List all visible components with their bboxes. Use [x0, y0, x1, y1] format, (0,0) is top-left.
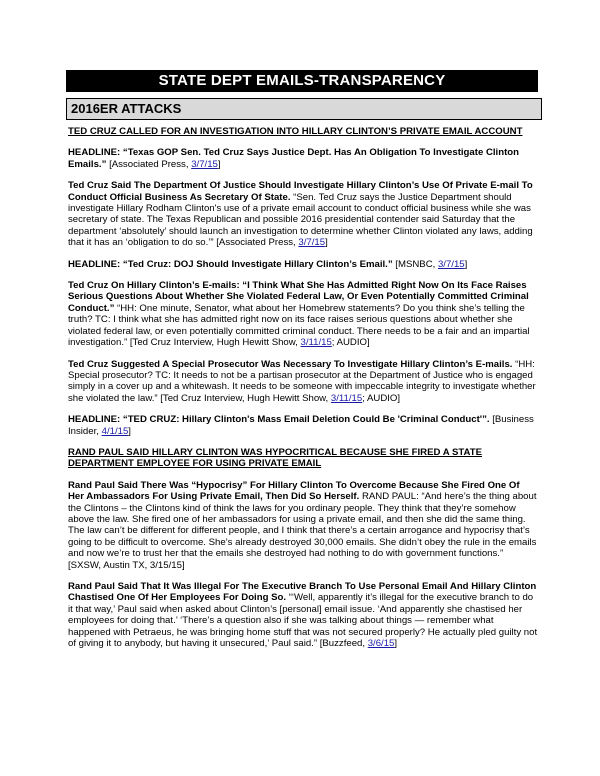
paragraph [68, 147, 538, 170]
paragraph-text: [Business Insider, [68, 414, 534, 437]
paragraph-text: “HH: One minute, Senator, what about her Homebrew statements? Do you think she’s telling the truth? TC: I think what she has admitted right now on its face raises serious questions about whether she violated federal law, or even potentially committed criminal conduct. There needs to be a fair and an impartial investigation.” [Ted Cruz Interview, Hugh Hewitt Show, [68, 302, 530, 349]
source-date-link[interactable]: 3/7/15 [298, 237, 326, 249]
citation-tail: ] [464, 258, 468, 270]
subsection-heading: TED CRUZ CALLED FOR AN INVESTIGATION INTO HILLARY CLINTON’S PRIVATE EMAIL ACCOUNT [68, 126, 523, 137]
citation-tail: ; AUDIO] [331, 337, 370, 349]
page-banner: STATE DEPT EMAILS-TRANSPARENCY [66, 70, 538, 92]
citation-tail: ] [394, 638, 398, 650]
source-date-link[interactable]: 3/11/15 [330, 392, 363, 404]
paragraph-text: “HH: Special prosecutor? TC: It needs to not be a partisan prosecutor at the Department of Justice who is engaged simply in a cover up and a whitewash. It needs to be someone with impeccable integrity to investigate whether she violated the law.” [Ted Cruz Interview, Hugh Hewitt Show, [68, 358, 536, 404]
paragraph-text: [Associated Press, [106, 158, 192, 170]
source-date-link[interactable]: 3/6/15 [367, 638, 395, 650]
source-date-link[interactable]: 4/1/15 [101, 425, 129, 437]
paragraph [68, 359, 538, 405]
source-date-link[interactable]: 3/7/15 [191, 158, 218, 170]
document-body [68, 126, 538, 659]
citation-tail: ] [128, 425, 131, 437]
paragraph-lead: HEADLINE: “Ted Cruz: DOJ Should Investigate Hillary Clinton’s Email.” [68, 258, 393, 270]
paragraph-lead: HEADLINE: “Texas GOP Sen. Ted Cruz Says Justice Dept. Has An Obligation To Investigate Clinton Emails.” [68, 147, 519, 170]
paragraph-lead: Ted Cruz Said The Department Of Justice Should Investigate Hillary Clinton’s Use Of Private E-mail To Conduct Official Business As Secretary Of State. [68, 180, 533, 203]
source-date-link[interactable]: 3/7/15 [437, 258, 465, 270]
source-date-link[interactable]: 3/11/15 [300, 337, 332, 349]
paragraph [68, 480, 538, 571]
paragraph-lead: Rand Paul Said That It Was Illegal For The Executive Branch To Use Personal Email And Hillary Clinton Chastised One Of Her Employees For Doing So. [68, 581, 537, 604]
paragraph-lead: Rand Paul Said There Was “Hypocrisy” For Hillary Clinton To Overcome Because She Fired One Of Her Ambassadors For Using Private Email, Then Did So Herself. [68, 479, 520, 503]
paragraph [68, 581, 538, 649]
paragraph [68, 414, 538, 437]
paragraph-text: “Sen. Ted Cruz says the Justice Department should investigate Hillary Rodham Clinton's use of a private email account to conduct official business while she was secretary of state. The Texas Republican and possible 2016 presidential contender said Saturday that the department ‘absolutely’ should launch an investigation to determine whether Clinton violated any laws, adding that it has an ‘obligation to do so.’” [Associated Press, [68, 191, 533, 249]
citation-tail: ; AUDIO] [362, 392, 401, 404]
paragraph-text: [MSNBC, [392, 258, 438, 270]
section-heading: 2016ER ATTACKS [66, 98, 542, 120]
paragraph-text: RAND PAUL: “And here’s the thing about the Clintons – the Clintons kind of think the laws for you ordinary people. They think that they’re somehow above the law. She fired one of her ambassadors for using a private email, and then she did the same thing. The law can’t be different for different people, and I think that there’s a certain arrogance and hypocrisy that’s going to be difficult to overcome. She’s already destroyed 30,000 emails. She didn’t obey the rule in the emails and now we’re to trust her that the emails she destroyed had nothing to do with government functions.” [SXSW, Austin TX, 3/15/15] [68, 491, 537, 571]
paragraph-lead: HEADLINE: “TED CRUZ: Hillary Clinton's Mass Email Deletion Could Be 'Criminal Conduct'”. [68, 414, 490, 426]
paragraph [68, 180, 538, 248]
citation-tail: ] [325, 237, 328, 249]
citation-tail: ] [217, 158, 221, 170]
paragraph [68, 280, 538, 348]
paragraph-lead: Ted Cruz Suggested A Special Prosecutor Was Necessary To Investigate Hillary Clinton’s E-mails. [68, 358, 513, 370]
paragraph-lead: Ted Cruz On Hillary Clinton’s E-mails: “I Think What She Has Admitted Right Now On Its Face Raises Serious Questions About Whether She Violated Federal Law, Or Even Potentially Committed Criminal Conduct.” [68, 280, 529, 314]
paragraph-text: “‘Well, apparently it’s illegal for the executive branch to do it that way,’ Paul said when asked about Clinton’s [personal] email issue. ‘And apparently she chastised her employees for doing that.’ ‘There’s a question also if she was talking about things — remember what happened with Petraeus, he was bringing home stuff that was not secured properly? He actually pled guilty not of giving it to anybody, but having it unsecured,’ Paul said.” [Buzzfeed, [68, 592, 538, 650]
subsection-heading: RAND PAUL SAID HILLARY CLINTON WAS HYPOCRITICAL BECAUSE SHE FIRED A STATE DEPARTMENT EMPLOYEE FOR USING PRIVATE EMAIL [68, 446, 482, 470]
paragraph [68, 259, 538, 270]
